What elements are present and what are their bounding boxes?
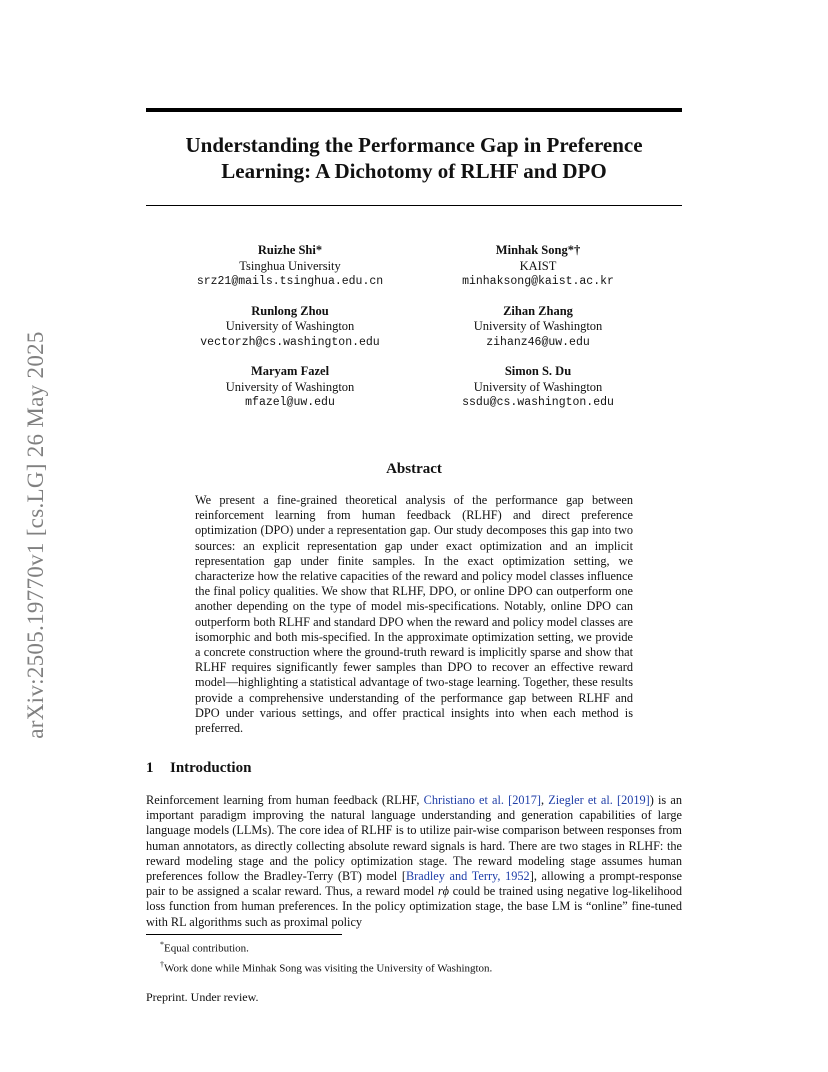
author-email: mfazel@uw.edu (245, 396, 335, 409)
abstract-text: We present a fine-grained theoretical analysis of the performance gap between reinforcement learning from human feedback (RLHF) and direct preference optimization (DPO) under a representation gap. Our study decomposes this gap into two sources: an explicit representation gap under exact optimization and an implicit representation gap under finite samples. In the exact optimization setting, we characterize how the relative capacities of the reward and policy model classes influence the final policy qualities. We show that RLHF, DPO, or online DPO can outperform one another depending on the type of model mis-specifications. Notably, online DPO can outperform both RLHF and standard DPO when the reward and policy model classes are isomorphic and both mis-specified. In the approximate optimization setting, we provide a concrete construction where the ground-truth reward is implicitly sparse and show that RLHF requires significantly fewer samples than DPO to recover an effective reward model—highlighting a statistical advantage of two-stage learning. Together, these results provide a comprehensive understanding of the performance gap between RLHF and DPO under various settings, and offer practical insights into when each method is preferred. (195, 493, 633, 736)
author-affiliation: University of Washington (473, 319, 603, 333)
footnote-rule (146, 934, 342, 935)
author-email: minhaksong@kaist.ac.kr (462, 275, 614, 288)
author-email: srz21@mails.tsinghua.edu.cn (196, 275, 384, 288)
intro-text: ) is an important paradigm improving the natural language understanding and generation capabilities of large language models (LLMs). The core idea of RLHF is to utilize pair-wise comparison between responses from human annotators, as directly collecting absolute reward signals is hard. There are two stages in RLHF: the reward modeling stage and the policy optimization stage. The reward modeling stage assumes human preferences follow the Bradley-Terry (BT) model [ (146, 793, 682, 884)
author-block (414, 304, 662, 351)
author-grid (166, 243, 662, 411)
citation-link[interactable]: Christiano et al. [2017] (423, 793, 541, 807)
author-block (166, 364, 414, 411)
author-name: Minhak Song*† (495, 243, 581, 257)
abstract-heading: Abstract (386, 461, 442, 477)
title-line-1: Understanding the Performance Gap in Preference (185, 133, 643, 157)
author-affiliation: KAIST (519, 258, 557, 273)
author-block (414, 243, 662, 290)
author-email: vectorzh@cs.washington.edu (200, 335, 380, 349)
intro-paragraph (146, 793, 682, 930)
footnote (160, 937, 492, 957)
footnotes (160, 937, 492, 976)
footnote-text: Work done while Minhak Song was visiting the University of Washington. (164, 962, 493, 975)
author-name: Runlong Zhou (251, 303, 329, 318)
math-symbol: rϕ (437, 884, 450, 899)
author-name: Simon S. Du (504, 364, 572, 378)
title-bottom-rule (146, 205, 682, 206)
author-affiliation: University of Washington (225, 379, 355, 394)
author-email: ssdu@cs.washington.edu (462, 396, 614, 409)
intro-text: ], allowing a prompt-response pair to be assigned a scalar reward. Thus, a reward model (146, 869, 683, 899)
section-heading (146, 760, 251, 777)
author-affiliation: University of Washington (225, 319, 355, 333)
author-email: zihanz46@uw.edu (486, 335, 590, 349)
section-title: Introduction (170, 760, 252, 776)
author-name: Maryam Fazel (250, 364, 330, 378)
footnote-mark: * (160, 940, 164, 949)
intro-text: , (540, 793, 549, 807)
author-block (166, 304, 414, 351)
footnote-mark: † (160, 959, 164, 969)
intro-text: could be trained using negative log-likelihood loss function from human preferences. In the policy optimization stage, the base LM is “online” fine-tuned with RL algorithms such as proximal policy (146, 884, 682, 929)
citation-link[interactable]: Bradley and Terry, 1952 (405, 869, 530, 884)
paper-title (146, 132, 682, 184)
intro-text: Reinforcement learning from human feedback (RLHF, (146, 793, 424, 807)
title-line-2: Learning: A Dichotomy of RLHF and DPO (221, 159, 607, 183)
author-affiliation: University of Washington (473, 379, 603, 394)
footnote-text: Equal contribution. (164, 942, 249, 955)
author-block (166, 243, 414, 290)
footnote (160, 957, 492, 977)
arxiv-identifier: arXiv:2505.19770v1 [cs.LG] 26 May 2025 (23, 331, 48, 739)
title-top-rule (146, 108, 682, 112)
author-block (414, 364, 662, 411)
author-affiliation: Tsinghua University (239, 258, 341, 273)
page-footer: Preprint. Under review. (146, 990, 259, 1004)
author-name: Zihan Zhang (503, 303, 573, 318)
citation-link[interactable]: Ziegler et al. [2019] (548, 793, 650, 807)
section-number: 1 (146, 760, 154, 776)
author-name: Ruizhe Shi* (257, 243, 323, 257)
